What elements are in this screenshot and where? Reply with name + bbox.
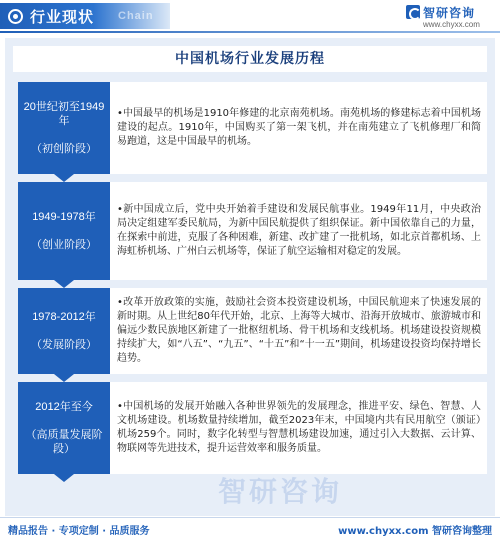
stage-description-1 xyxy=(110,82,487,174)
stage-description-2 xyxy=(110,182,487,280)
top-bar xyxy=(0,0,500,33)
era-phase: （发展阶段） xyxy=(31,338,97,351)
description-text: •中国机场的发展开始融入各种世界领先的发展理念，推进平安、绿色、智慧、人文机场建设。机场数量持续增加，截至2023年末，中国境内共有民用航空（颁证）机场259个。同时，数字化转型与智慧机场建设加速，通过引入大数据、云计算、物联网等先进技术，提升运营效率和服务质量。 xyxy=(117,401,481,454)
brand-logo-icon xyxy=(406,5,420,19)
era-period: 1949-1978年 xyxy=(32,211,96,223)
target-icon xyxy=(8,9,23,24)
era-phase: （初创阶段） xyxy=(31,142,97,155)
footer-source: www.chyxx.com 智研咨询整理 xyxy=(338,526,492,537)
era-period: 20世纪初至1949年 xyxy=(23,101,105,127)
section-subtitle: Chain xyxy=(118,10,154,22)
watermark-text: 智研咨询 xyxy=(218,475,343,508)
header-divider xyxy=(0,31,500,33)
era-box-4 xyxy=(18,382,110,474)
footer-slogan: 精品报告 · 专项定制 · 品质服务 xyxy=(8,526,150,537)
footer-divider xyxy=(0,517,500,518)
description-text: •新中国成立后，党中央开始着手建设和发展民航事业。1949年11月，中央政治局决定组建军委民航局，为新中国民航提供了组织保证。新中国依靠自己的力量，在探索中前进，克服了各种困难，新建、改扩建了一批机场，如北京首都机场、上海虹桥机场、广州白云机场等，保证了航空运输相对稳定的发展。 xyxy=(117,204,481,257)
era-period: 1978-2012年 xyxy=(32,311,96,323)
description-text: •改革开放政策的实施，鼓励社会资本投资建设机场，中国民航迎来了快速发展的新时期。从上世纪80年代开始，北京、上海等大城市、沿海开放城市、旅游城市和偏远少数民族地区新建了一批枢纽机场、骨干机场和支线机场。机场建设投资规模持续扩大，如“八五”、“九五”、“十五”和“十一五”期间，机场建设投资均保持增长趋势。 xyxy=(117,297,481,364)
era-box-1 xyxy=(18,82,110,174)
era-phase: （创业阶段） xyxy=(31,238,97,251)
era-box-2 xyxy=(18,182,110,280)
era-box-3 xyxy=(18,288,110,374)
brand-name: 智研咨询 xyxy=(423,6,476,20)
stage-description-4 xyxy=(110,382,487,474)
era-period: 2012年至今 xyxy=(35,401,93,413)
stage-description-3 xyxy=(110,288,487,374)
panel-title: 中国机场行业发展历程 xyxy=(13,46,487,72)
era-phase: （高质量发展阶段） xyxy=(25,428,103,455)
timeline-panel xyxy=(5,38,495,516)
section-title: 行业现状 xyxy=(30,8,95,26)
section-header-tab xyxy=(0,3,170,29)
brand-url: www.chyxx.com xyxy=(423,20,480,29)
description-text: •中国最早的机场是1910年修建的北京南苑机场。南苑机场的修建标志着中国机场建设的起点。1910年，中国购买了第一架飞机，并在南苑建立了飞机修理厂和简易跑道，这是中国最早的机场。 xyxy=(117,108,481,147)
footer xyxy=(0,517,500,540)
